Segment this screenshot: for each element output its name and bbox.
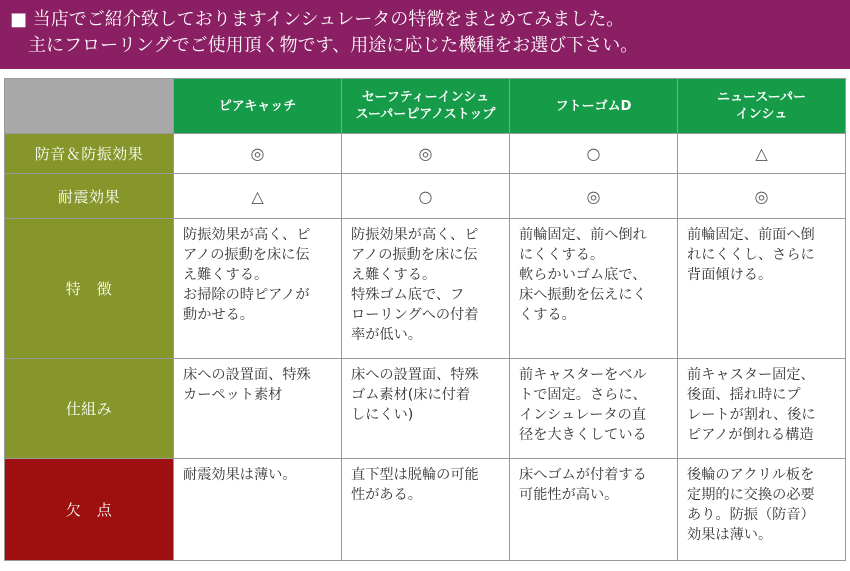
drawback-cell: 床へゴムが付着する 可能性が高い。 <box>510 459 678 561</box>
mechanism-cell: 前キャスター固定、 後面、揺れ時にプ レートが割れ、後に ピアノが倒れる構造 <box>678 359 846 459</box>
column-header-line: ピアキャッチ <box>218 98 297 114</box>
header-line-1: ■ 当店でご紹介致しておりますインシュレータの特徴をまとめてみました。 <box>10 9 625 30</box>
rating-mark: △ <box>678 134 846 174</box>
column-header-pia-catch <box>174 79 342 134</box>
column-header-line: フトーゴムD <box>555 98 632 114</box>
rating-mark: △ <box>174 174 342 219</box>
drawback-cell: 直下型は脱輪の可能 性がある。 <box>342 459 510 561</box>
table-row-mechanism <box>5 359 846 459</box>
rating-mark: ○ <box>342 174 510 219</box>
page-header <box>0 0 850 69</box>
comparison-table <box>4 78 846 561</box>
row-header-seismic: 耐震効果 <box>5 174 174 219</box>
drawback-cell: 耐震効果は薄い。 <box>174 459 342 561</box>
row-header-features: 特 徴 <box>5 219 174 359</box>
drawback-cell: 後輪のアクリル板を 定期的に交換の必要 あり。防振（防音） 効果は薄い。 <box>678 459 846 561</box>
rating-mark: ◎ <box>174 134 342 174</box>
rating-mark: ◎ <box>510 174 678 219</box>
table-row-seismic <box>5 174 846 219</box>
column-header-line: ニュースーパー <box>716 90 807 105</box>
rating-mark: ◎ <box>678 174 846 219</box>
mechanism-cell: 床への設置面、特殊 カーペット素材 <box>174 359 342 459</box>
feature-cell: 防振効果が高く、ピ アノの振動を床に伝 え難くする。 お掃除の時ピアノが 動かせる。 <box>174 219 342 359</box>
row-header-drawbacks: 欠 点 <box>5 459 174 561</box>
column-header-line: スーパーピアノストップ <box>355 107 496 122</box>
column-header-safety-insu <box>342 79 510 134</box>
table-corner-cell <box>5 79 174 134</box>
mechanism-cell: 床への設置面、特殊 ゴム素材(床に付着 しにくい) <box>342 359 510 459</box>
feature-cell: 防振効果が高く、ピ アノの振動を床に伝 え難くする。 特殊ゴム底で、フ ローリングへの付着 率が低い。 <box>342 219 510 359</box>
column-header-new-super-insu <box>678 79 846 134</box>
mechanism-cell: 前キャスターをベル トで固定。さらに、 インシュレータの直 径を大きくしている <box>510 359 678 459</box>
row-header-soundproof: 防音＆防振効果 <box>5 134 174 174</box>
table-row-drawbacks <box>5 459 846 561</box>
column-header-line: セーフティーインシュ <box>361 90 490 105</box>
table-header-row <box>5 79 846 134</box>
table-row-features <box>5 219 846 359</box>
table-row-soundproof <box>5 134 846 174</box>
column-header-futo-gom-d <box>510 79 678 134</box>
header-line-2: 主にフローリングでご使用頂く物です、用途に応じた機種をお選び下さい。 <box>28 35 639 56</box>
rating-mark: ◎ <box>342 134 510 174</box>
rating-mark: ○ <box>510 134 678 174</box>
feature-cell: 前輪固定、前面へ倒 れにくくし、さらに 背面傾ける。 <box>678 219 846 359</box>
feature-cell: 前輪固定、前へ倒れ にくくする。 軟らかいゴム底で、 床へ振動を伝えにく くする。 <box>510 219 678 359</box>
column-header-line: インシュ <box>735 107 788 122</box>
row-header-mechanism: 仕組み <box>5 359 174 459</box>
